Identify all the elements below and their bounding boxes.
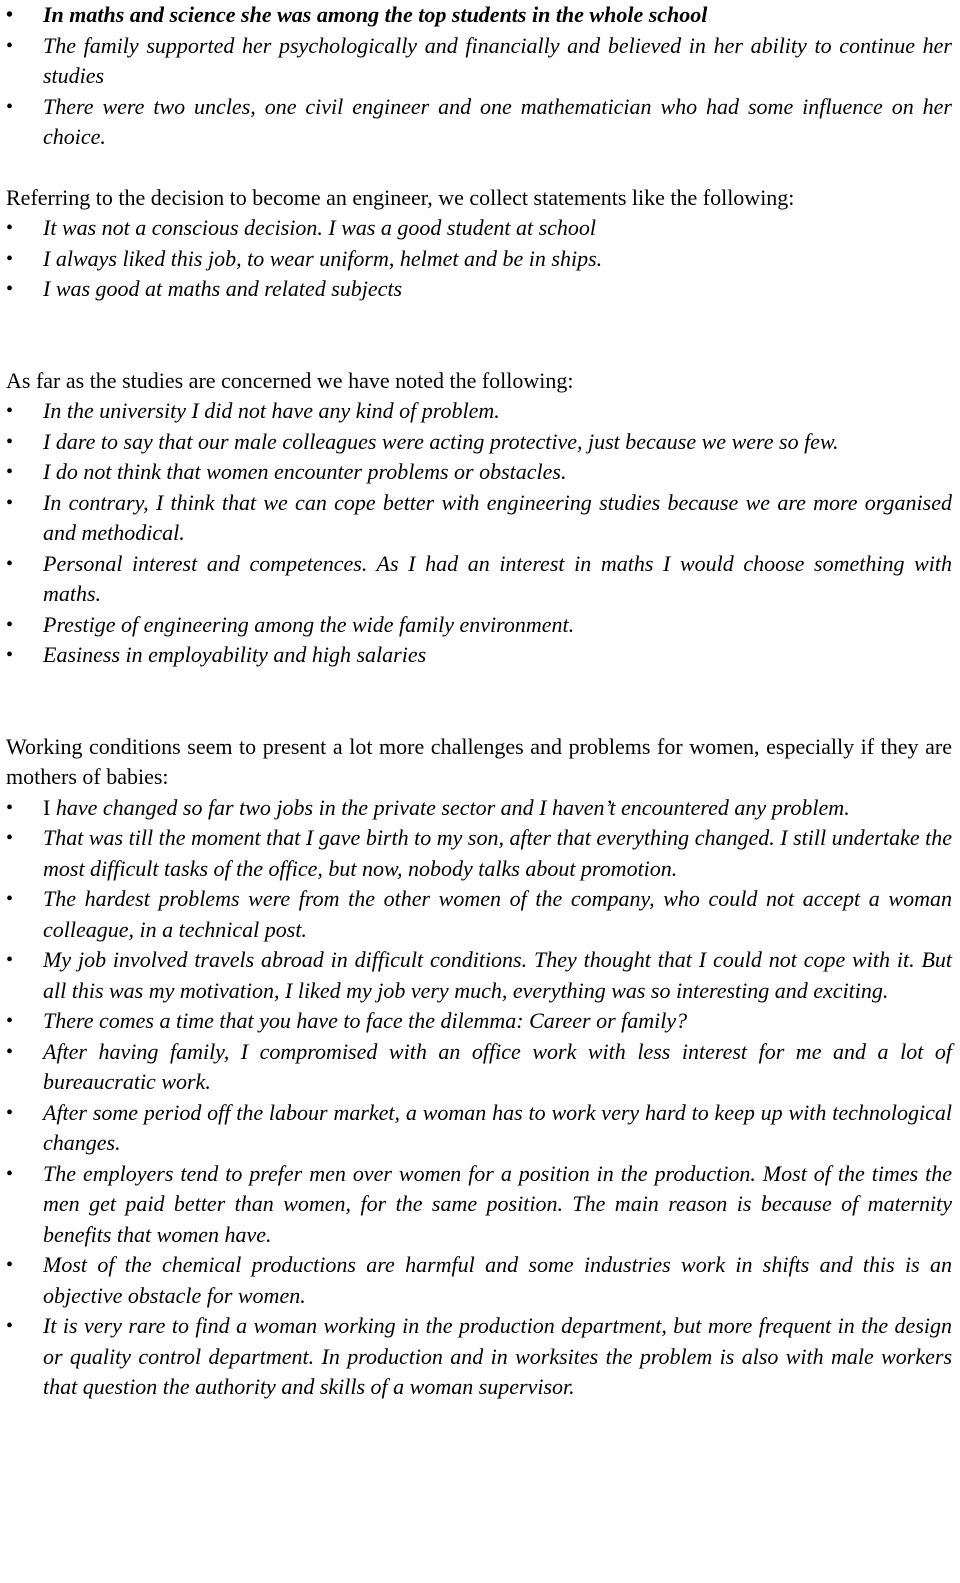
list-item: • Prestige of engineering among the wide family environment.	[6, 610, 952, 641]
list-item-prefix: I	[43, 794, 56, 820]
list-item: • In contrary, I think that we can cope better with engineering studies because we are more organised and methodical.	[6, 488, 952, 549]
working-list	[6, 793, 952, 1403]
list-item: • Most of the chemical productions are harmful and some industries work in shifts and this is an objective obstacle for women.	[6, 1250, 952, 1311]
decision-intro: Referring to the decision to become an engineer, we collect statements like the following:	[6, 184, 795, 210]
working-intro: Working conditions seem to present a lot more challenges and problems for women, especially if they are mothers of babies:	[6, 733, 952, 789]
list-item: • Easiness in employability and high salaries	[6, 640, 952, 671]
list-item: • There comes a time that you have to face the dilemma: Career or family?	[6, 1006, 952, 1037]
list-item-text: have changed so far two jobs in the private sector and I haven’t encountered any problem.	[55, 794, 850, 820]
list-item: • My job involved travels abroad in difficult conditions. They thought that I could not cope with it. But all this was my motivation, I liked my job very much, everything was so interesting and exciting.	[6, 945, 952, 1006]
list-item: • The family supported her psychologically and financially and believed in her ability to continue her studies	[6, 31, 952, 92]
list-item: • I do not think that women encounter problems or obstacles.	[6, 457, 952, 488]
list-item: • The employers tend to prefer men over women for a position in the production. Most of the times the men get paid better than women, for the same position. The main reason is because of maternity benefits that women have.	[6, 1159, 952, 1251]
studies-intro: As far as the studies are concerned we have noted the following:	[6, 367, 574, 393]
list-item: • There were two uncles, one civil engineer and one mathematician who had some influence on her choice.	[6, 92, 952, 153]
list-item: • Personal interest and competences. As I had an interest in maths I would choose something with maths.	[6, 549, 952, 610]
list-item	[6, 793, 952, 824]
list-item: • That was till the moment that I gave birth to my son, after that everything changed. I still undertake the most difficult tasks of the office, but now, nobody talks about promotion.	[6, 823, 952, 884]
intro-list	[6, 0, 952, 153]
list-item: • It was not a conscious decision. I was a good student at school	[6, 213, 952, 244]
list-item: • In the university I did not have any kind of problem.	[6, 396, 952, 427]
list-item: • After having family, I compromised with an office work with less interest for me and a lot of bureaucratic work.	[6, 1037, 952, 1098]
decision-list	[6, 213, 952, 305]
studies-list	[6, 396, 952, 671]
list-item: • I always liked this job, to wear uniform, helmet and be in ships.	[6, 244, 952, 275]
list-item: • After some period off the labour market, a woman has to work very hard to keep up with technological changes.	[6, 1098, 952, 1159]
list-item: • In maths and science she was among the top students in the whole school	[6, 0, 952, 31]
document-page	[6, 0, 952, 1403]
list-item: • I dare to say that our male colleagues were acting protective, just because we were so few.	[6, 427, 952, 458]
list-item: • I was good at maths and related subjects	[6, 274, 952, 305]
list-item: • It is very rare to find a woman working in the production department, but more frequent in the design or quality control department. In production and in worksites the problem is also with male workers that question the authority and skills of a woman supervisor.	[6, 1311, 952, 1403]
list-item: • The hardest problems were from the other women of the company, who could not accept a woman colleague, in a technical post.	[6, 884, 952, 945]
